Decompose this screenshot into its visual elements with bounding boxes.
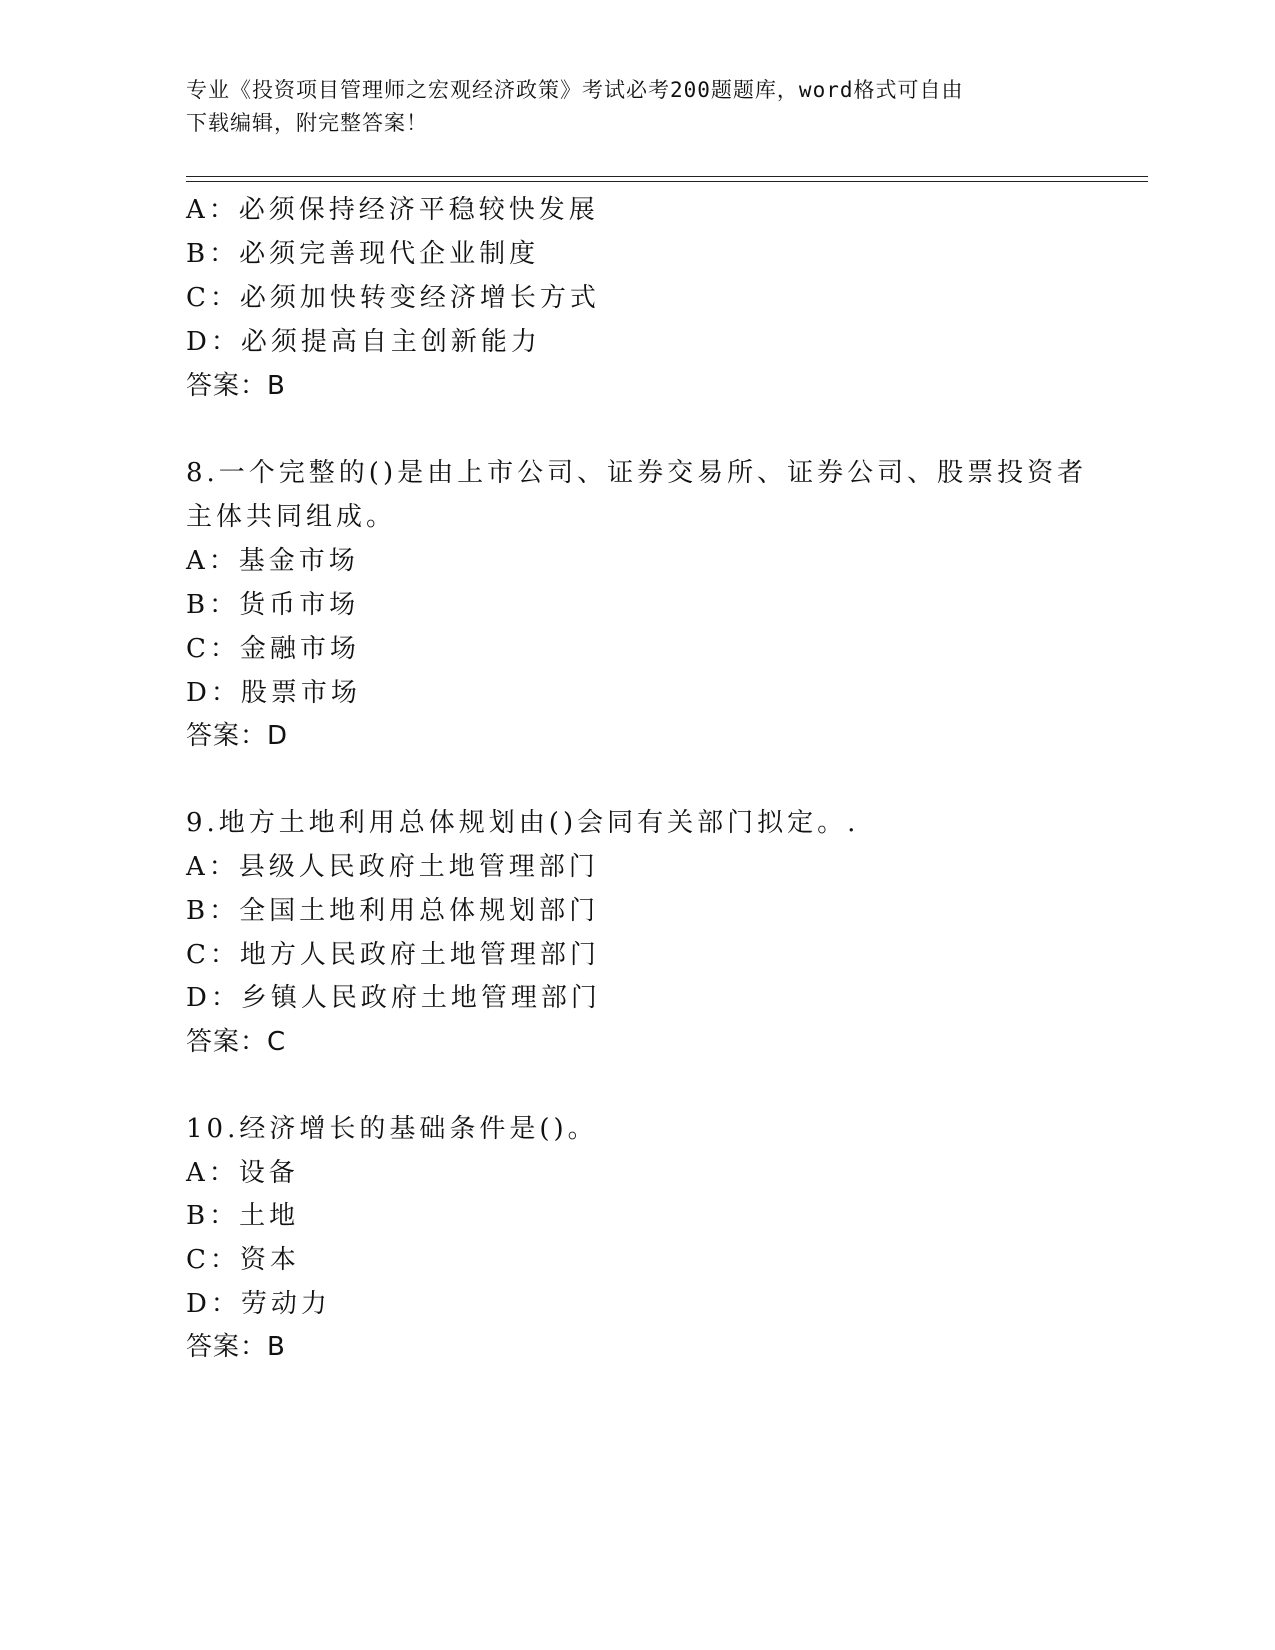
q7-answer: 答案：B [186,371,286,401]
q10-option-a: A：设备 [186,1158,299,1188]
q8-option-d: D：股票市场 [186,678,361,708]
q10-answer: 答案：B [186,1332,286,1362]
q10-option-d: D：劳动力 [186,1289,331,1319]
q7-option-d: D：必须提高自主创新能力 [186,327,541,357]
q9-stem-line-1: 9.地方土地利用总体规划由()会同有关部门拟定。. [186,808,860,838]
header-line-2: 下载编辑，附完整答案！ [186,111,428,135]
q9-answer: 答案：C [186,1027,287,1057]
q7-option-c: C：必须加快转变经济增长方式 [186,283,600,313]
q8-option-b: B：货币市场 [186,590,360,620]
q8-stem-line-1: 8.一个完整的()是由上市公司、证券交易所、证券公司、股票投资者 [186,458,1088,488]
q8-stem-line-2: 主体共同组成。 [186,502,397,532]
header-divider-top [186,176,1148,177]
q10-stem-line-1: 10.经济增长的基础条件是()。 [186,1114,598,1144]
q9-option-c: C：地方人民政府土地管理部门 [186,940,600,970]
header-line-1: 专业《投资项目管理师之宏观经济政策》考试必考200题题库，word格式可自由 [186,78,964,102]
q8-answer: 答案：D [186,721,289,751]
q9-option-a: A：县级人民政府土地管理部门 [186,852,599,882]
q10-option-b: B：土地 [186,1201,300,1231]
q7-option-b: B：必须完善现代企业制度 [186,239,540,269]
q8-option-a: A：基金市场 [186,546,359,576]
document-header [186,74,1086,140]
q8-option-c: C：金融市场 [186,634,360,664]
header-divider-bottom [186,181,1148,182]
q7-option-a: A：必须保持经济平稳较快发展 [186,195,599,225]
q9-option-d: D：乡镇人民政府土地管理部门 [186,983,601,1013]
q10-option-c: C：资本 [186,1245,300,1275]
q9-option-b: B：全国土地利用总体规划部门 [186,896,600,926]
